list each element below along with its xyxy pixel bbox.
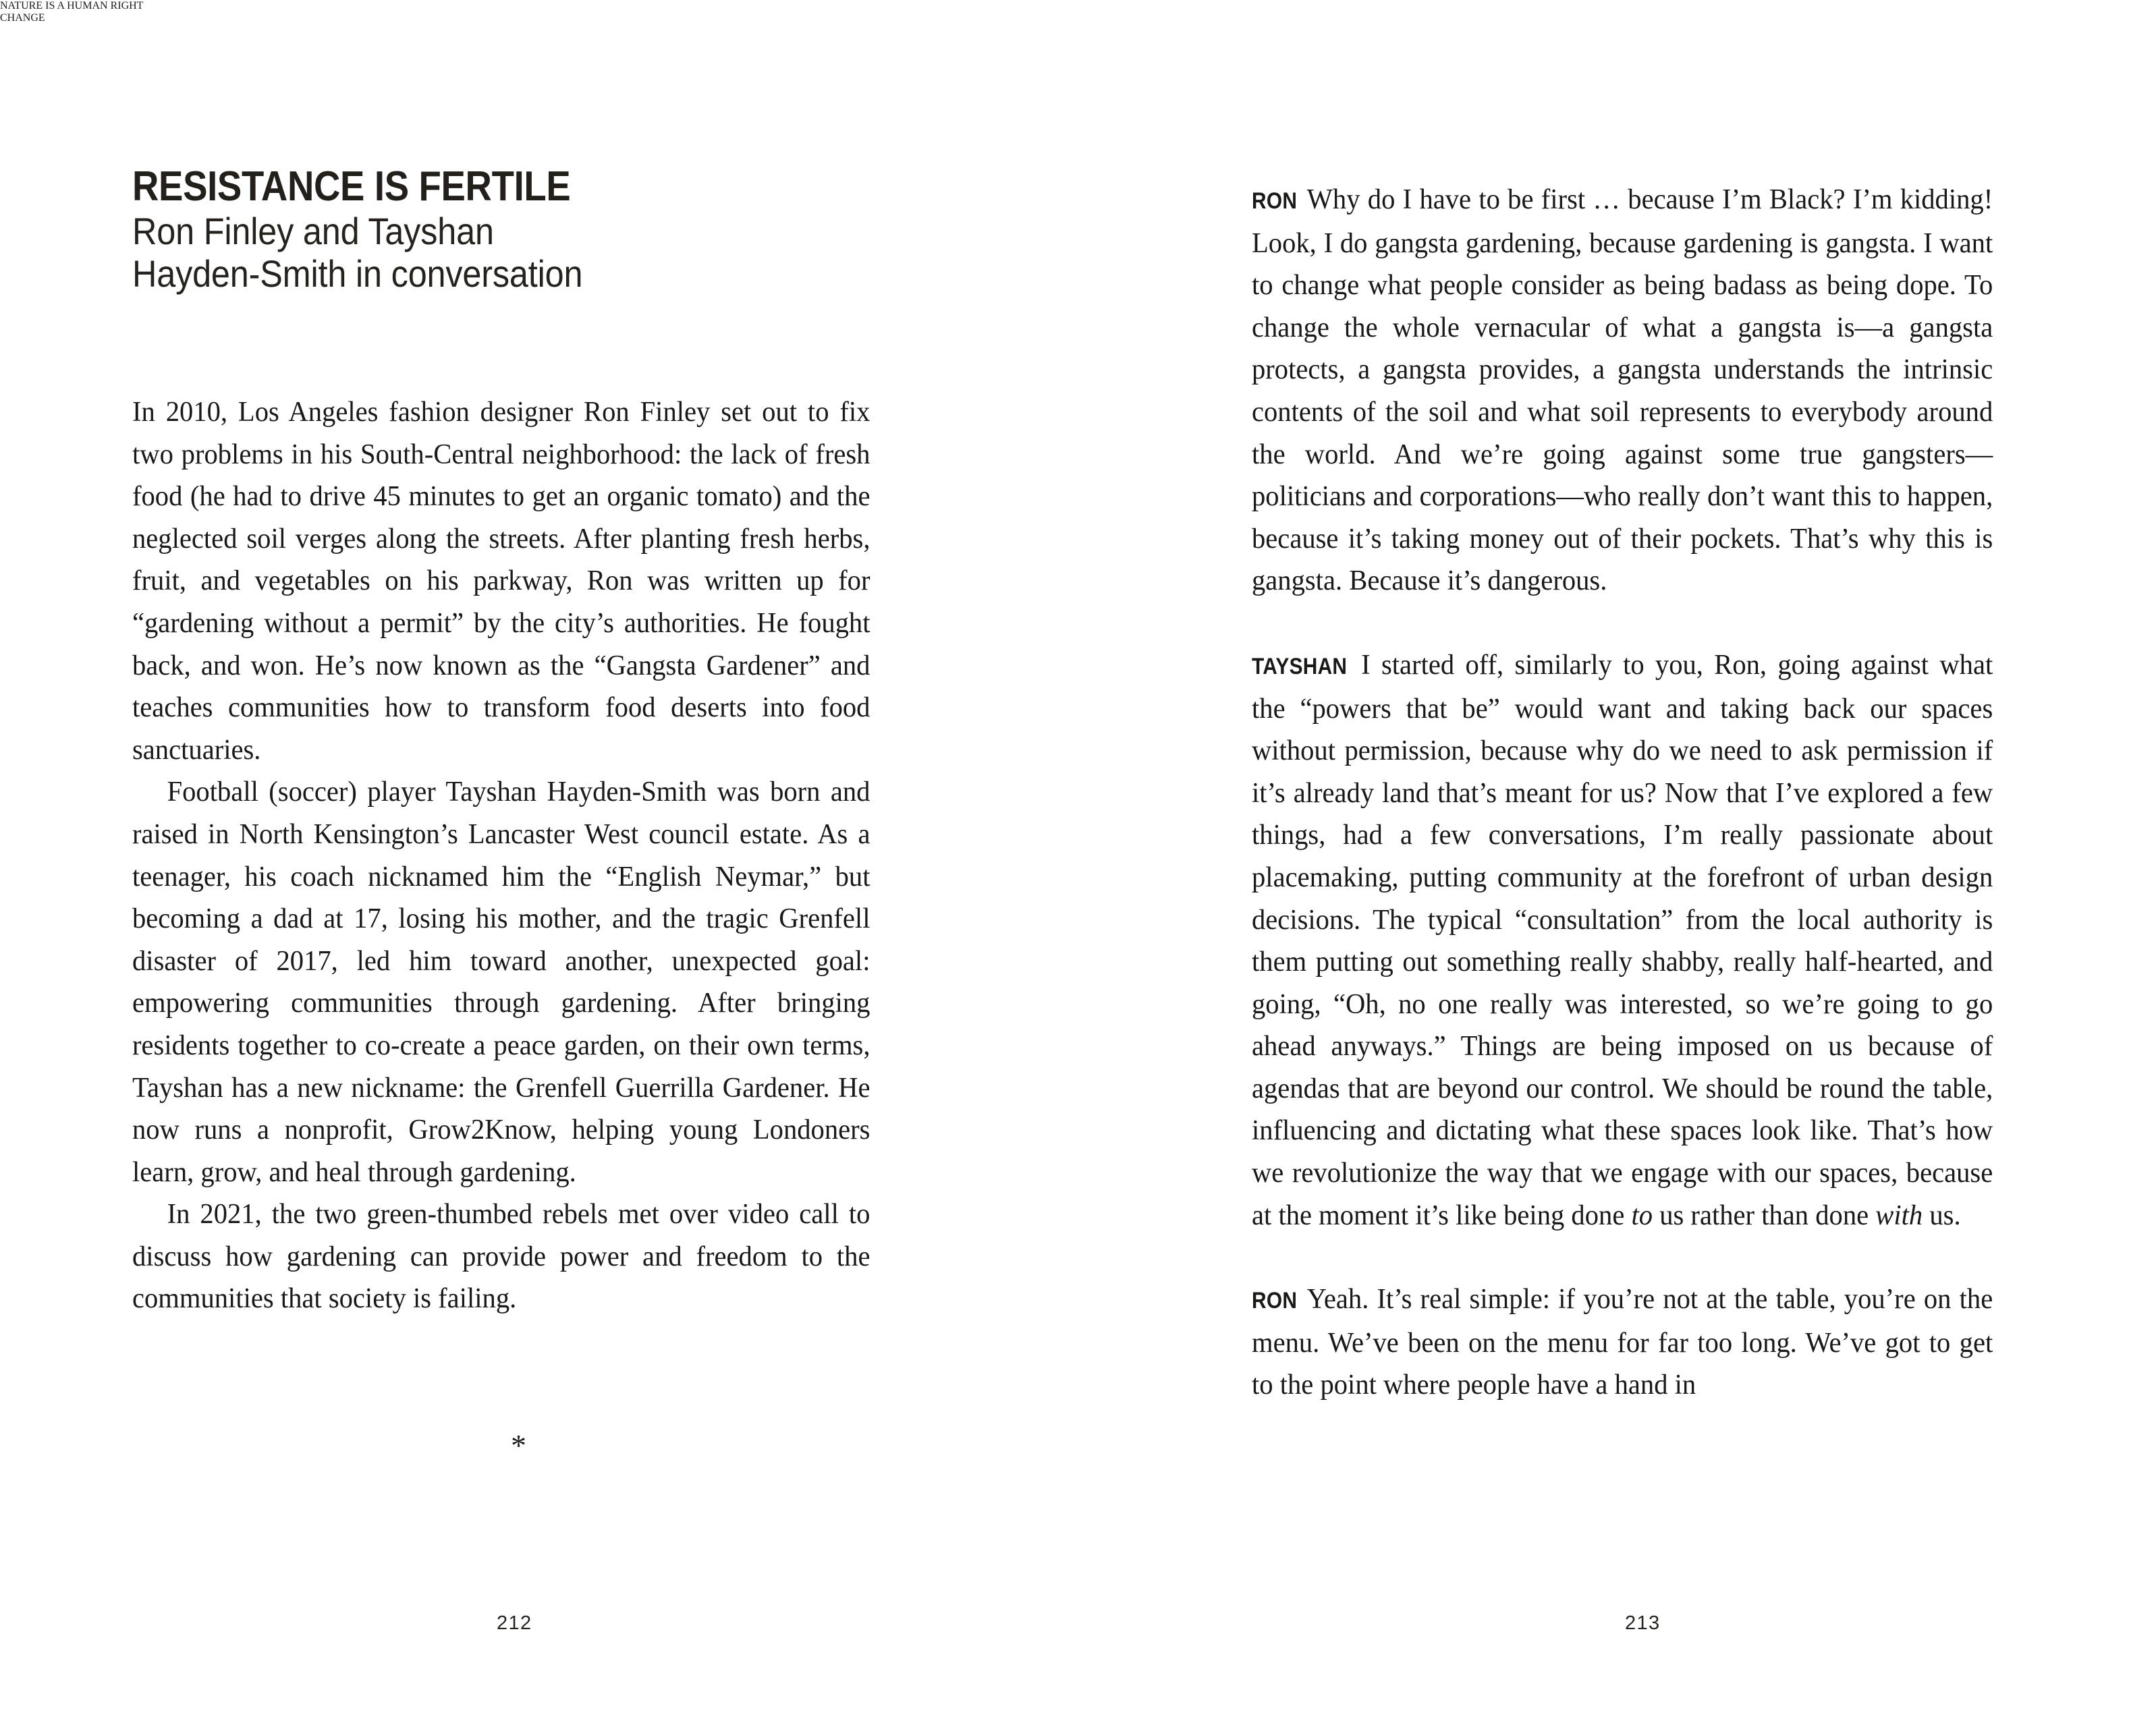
section-separator-asterisk: * <box>511 1428 526 1463</box>
page-title: RESISTANCE IS FERTILE <box>132 163 571 210</box>
speaker-label-tayshan: TAYSHAN <box>1252 653 1348 679</box>
running-head-left: NATURE IS A HUMAN RIGHT <box>0 0 144 11</box>
speaker-label-ron: RON <box>1252 1288 1298 1314</box>
dialogue-text-middle: us rather than done <box>1653 1199 1876 1231</box>
intro-paragraph-3: In 2021, the two green-thumbed rebels met over video call to discuss how gardening can provide power and freedom to the communities that society is failing. <box>132 1198 870 1315</box>
dialogue-text: I started off, similarly to you, Ron, going against what the “powers that be” would want and taking back our spaces without permission, because why do we need to ask permission if it’s already land that’s meant for us? Now that I’ve explored a few things, had a few conversations, I’m really passionate about placemaking, putting community at the forefront of urban design decisions. The typical “consultation” from the local authority is them putting out something really shabby, really half-hearted, and going, “Oh, no one really was interested, so we’re going to go ahead anyways.” Things are being imposed on us because of agendas that are beyond our control. We should be round the table, influencing and dictating what these spaces look like. That’s how we revolutionize the way that we engage with our spaces, because at the moment it’s like being done <box>1252 648 1993 1231</box>
emphasis-to: to <box>1631 1199 1653 1231</box>
page-number-right: 213 <box>1625 1612 1661 1634</box>
dialogue-turn-ron-1 <box>1252 179 1993 602</box>
page-subtitle: Ron Finley and Tayshan Hayden-Smith in conversation <box>132 210 583 295</box>
running-head-right: CHANGE <box>0 12 45 24</box>
left-column-body <box>132 391 905 1320</box>
dialogue-turn-ron-2 <box>1252 1278 1993 1407</box>
dialogue-text: Why do I have to be first … because I’m Black? I’m kidding! Look, I do gangsta gardening, because gardening is gangsta. I want to change what people consider as being badass as being dope. To change the whole vernacular of what a gangsta is—a gangsta protects, a gangsta provides, a gangsta understands the intrinsic contents of the soil and what soil represents to everybody around the world. And we’re going against some true gangsters—politicians and corporations—who really don’t want this to happen, because it’s taking money out of their pockets. That’s why this is gangsta. Because it’s dangerous. <box>1252 183 1993 597</box>
intro-paragraph-2: Football (soccer) player Tayshan Hayden-Smith was born and raised in North Kensington’s Lancaster West council estate. As a teenager, his coach nicknamed him the “English Neymar,” but becoming a dad at 17, losing his mother, and the tragic Grenfell disaster of 2017, led him toward another, unexpected goal: empowering communities through gardening. After bringing residents together to co-create a peace garden, on their own terms, Tayshan has a new nickname: the Grenfell Guerrilla Gardener. He now runs a nonprofit, Grow2Know, helping young Londoners learn, grow, and heal through gardening. <box>132 776 870 1188</box>
speaker-label-ron: RON <box>1252 188 1298 214</box>
title-block <box>132 165 915 295</box>
page-number-left: 212 <box>497 1612 532 1634</box>
emphasis-with: with <box>1875 1199 1923 1231</box>
dialogue-text: Yeah. It’s real simple: if you’re not at the table, you’re on the menu. We’ve been on the menu for far too long. We’ve got to get to the point where people have a hand in <box>1252 1283 1993 1401</box>
intro-paragraph-1: In 2010, Los Angeles fashion designer Ron Finley set out to fix two problems in his South-Central neighborhood: the lack of fresh food (he had to drive 45 minutes to get an organic tomato) and the neglected soil verges along the streets. After planting fresh herbs, fruit, and vegetables on his parkway, Ron was written up for “gardening without a permit” by the city’s authorities. He fought back, and won. He’s now known as the “Gangsta Gardener” and teaches communities how to transform food deserts into food sanctuaries. <box>132 396 870 766</box>
dialogue-turn-tayshan <box>1252 644 1993 1237</box>
dialogue-text-after: us. <box>1923 1199 1961 1231</box>
right-column-body <box>1252 179 2028 1407</box>
